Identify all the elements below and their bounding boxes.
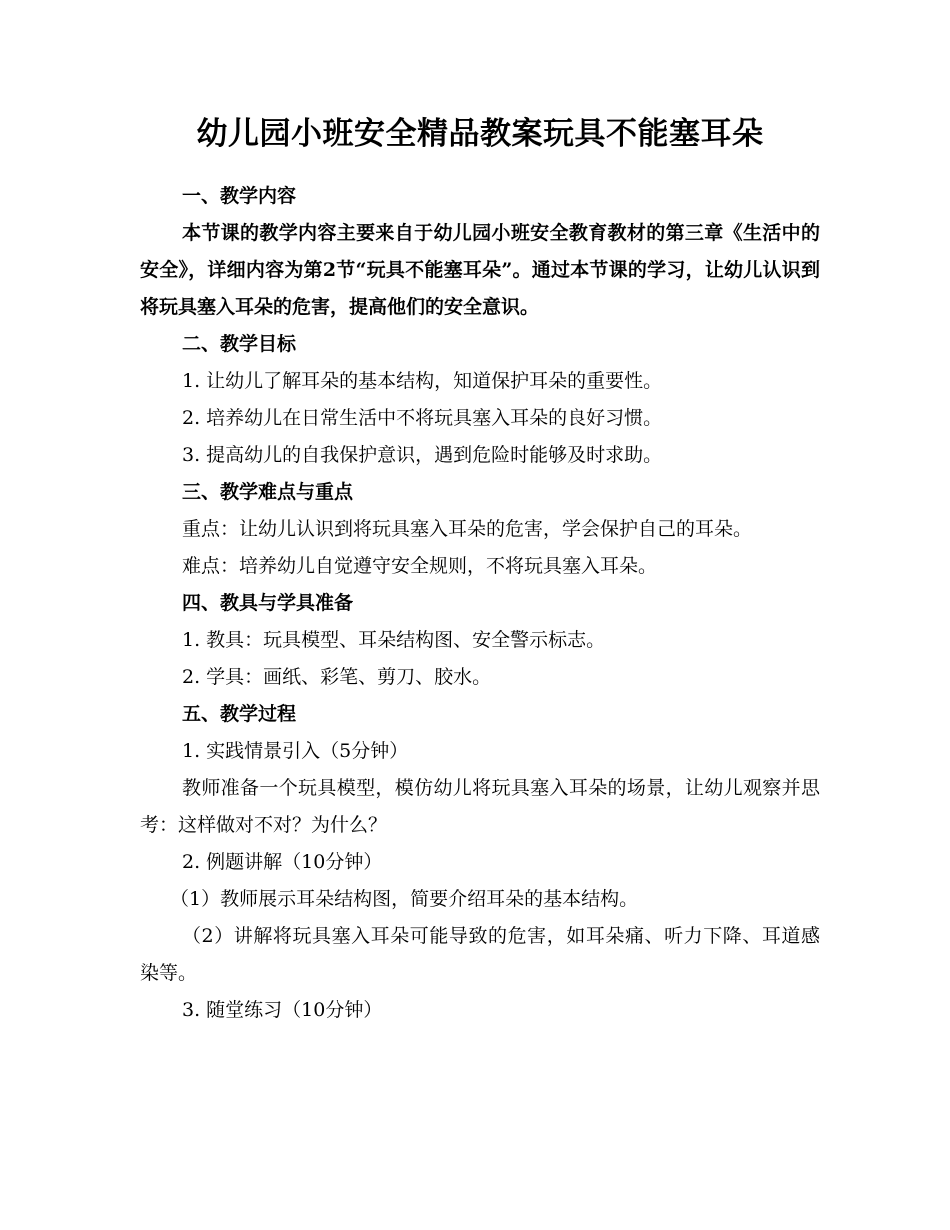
keypoint-difficulty: 难点：培养幼儿自觉遵守安全规则，不将玩具塞入耳朵。 xyxy=(182,555,658,577)
keypoint-focus: 重点：让幼儿认识到将玩具塞入耳朵的危害，学会保护自己的耳朵。 xyxy=(182,518,753,540)
document-body xyxy=(140,110,820,1029)
objective-item: 2. 培养幼儿在日常生活中不将玩具塞入耳朵的良好习惯。 xyxy=(182,407,663,429)
process-step-2-sub-1: （1）教师展示耳朵结构图，简要介绍耳朵的基本结构。 xyxy=(170,888,639,910)
document-title: 幼儿园小班安全精品教案玩具不能塞耳朵 xyxy=(196,116,764,152)
objective-item: 1. 让幼儿了解耳朵的基本结构，知道保护耳朵的重要性。 xyxy=(182,370,663,392)
process-step-1: 1. 实践情景引入（5分钟） xyxy=(182,740,409,762)
objective-item: 3. 提高幼儿的自我保护意识，遇到危险时能够及时求助。 xyxy=(182,444,663,466)
section-heading-content: 一、教学内容 xyxy=(182,185,297,207)
section-heading-process: 五、教学过程 xyxy=(182,703,297,725)
process-step-3: 3. 随堂练习（10分钟） xyxy=(182,999,383,1021)
process-step-2: 2. 例题讲解（10分钟） xyxy=(182,851,383,873)
process-step-2-sub-2: （2）讲解将玩具塞入耳朵可能导致的危害，如耳朵痛、听力下降、耳道感染等。 xyxy=(140,925,820,984)
materials-item: 1. 教具：玩具模型、耳朵结构图、安全警示标志。 xyxy=(182,629,606,651)
section-heading-objectives: 二、教学目标 xyxy=(182,333,297,355)
section-heading-materials: 四、教具与学具准备 xyxy=(182,592,354,614)
process-step-1-text: 教师准备一个玩具模型，模仿幼儿将玩具塞入耳朵的场景，让幼儿观察并思考：这样做对不对？为什么？ xyxy=(140,777,820,836)
section-heading-keypoints: 三、教学难点与重点 xyxy=(182,481,354,503)
content-paragraph: 本节课的教学内容主要来自于幼儿园小班安全教育教材的第三章《生活中的安全》，详细内容为第2节“玩具不能塞耳朵”。通过本节课的学习，让幼儿认识到将玩具塞入耳朵的危害，提高他们的安全意识。 xyxy=(140,222,820,318)
materials-item: 2. 学具：画纸、彩笔、剪刀、胶水。 xyxy=(182,666,492,688)
